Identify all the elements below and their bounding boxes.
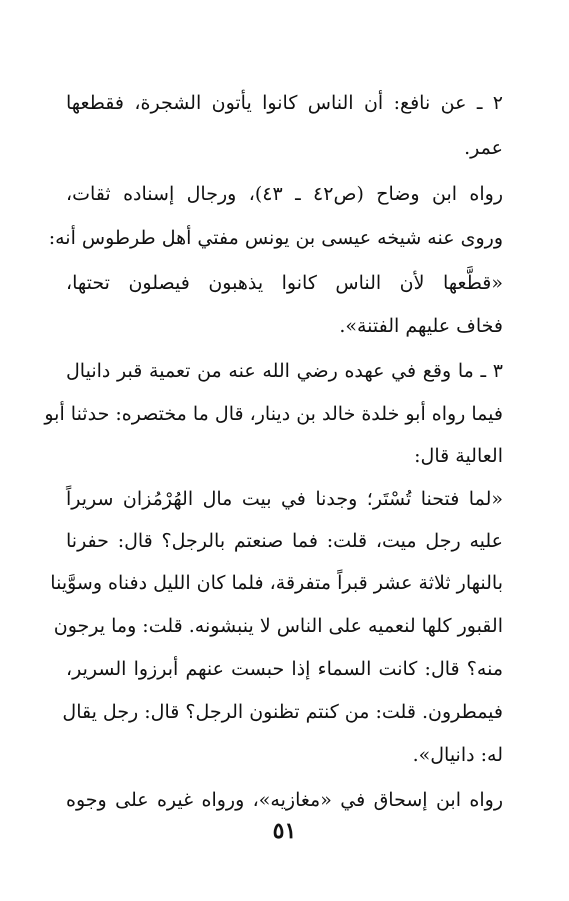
text-line: رواه ابن وضاح (ص٤٢ ـ ٤٣)، ورجال إسناده ثقات،	[66, 183, 504, 205]
text-line: رواه ابن إسحاق في «مغازيه»، ورواه غيره على وجوه	[66, 789, 503, 811]
text-line: منه؟ قال: كانت السماء إذا حبست عنهم أبرزوا السرير،	[66, 658, 503, 680]
text-line: وروى عنه شيخه عيسى بن يونس مفتي أهل طرطوس أنه:	[48, 227, 503, 249]
text-line: له: دانيال».	[412, 744, 503, 766]
text-line: «لما فتحنا تُسْتَر؛ وجدنا في بيت مال الهُرْمُزان سريراً	[66, 488, 503, 510]
text-line: «قطَّعها لأن الناس كانوا يذهبون فيصلون تحتها،	[66, 272, 503, 294]
text-line: فيما رواه أبو خلدة خالد بن دينار، قال ما مختصره: حدثنا أبو	[44, 403, 503, 425]
page-number: ٥١	[272, 818, 297, 844]
text-line: عمر.	[464, 137, 503, 159]
text-line: ٣ ـ ما وقع في عهده رضي الله عنه من تعمية قبر دانيال	[66, 360, 503, 382]
text-line: القبور كلها لنعميه على الناس لا ينبشونه. قلت: وما يرجون	[53, 615, 503, 637]
text-line: فخاف عليهم الفتنة».	[339, 315, 503, 337]
text-line: العالية قال:	[414, 445, 503, 467]
text-line: فيمطرون. قلت: من كنتم تظنون الرجل؟ قال: رجل يقال	[62, 701, 503, 723]
text-line: عليه رجل ميت، قلت: فما صنعتم بالرجل؟ قال: حفرنا	[66, 530, 503, 552]
text-line: بالنهار ثلاثة عشر قبراً متفرقة، فلما كان الليل دفناه وسوَّينا	[50, 572, 503, 594]
text-line: ٢ ـ عن نافع: أن الناس كانوا يأتون الشجرة، فقطعها	[66, 92, 503, 114]
